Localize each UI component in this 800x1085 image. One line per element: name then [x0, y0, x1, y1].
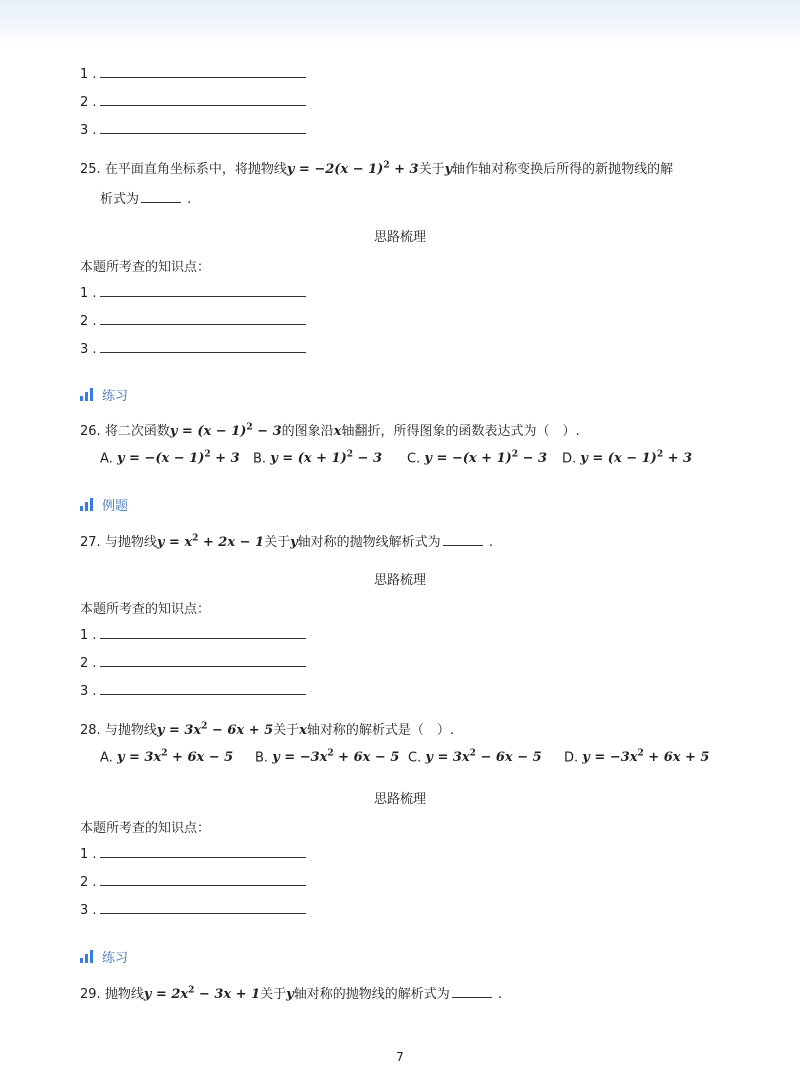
answer-line[interactable] [100, 901, 306, 914]
question-25: 25. 在平面直角坐标系中，将抛物线$y = -2(x - 1)^2 + 3$关于y轴作轴对称变换后所得的新抛物线的解 [80, 160, 674, 177]
thinking-title: 思路梳理 [373, 792, 426, 807]
section-heading-practice: 练习 [80, 947, 128, 966]
header-band [0, 0, 800, 44]
answer-line[interactable] [100, 845, 306, 858]
question-28: 28. 与抛物线$y = 3x^2 - 6x + 5$关于x轴对称的解析式是（ ）. [80, 721, 455, 738]
page-number: 7 [396, 1050, 404, 1064]
blank-item-3: 3 . [80, 340, 306, 357]
question-25-line2: 析式为 . [100, 192, 192, 207]
question-26: 26. 将二次函数$y = (x - 1)^2 - 3$的图象沿x轴翻折，所得图象的函数表达式为（ ）. [80, 422, 580, 439]
fill-blank[interactable] [452, 986, 492, 998]
blank-item-2: 2 . [80, 654, 306, 671]
fill-blank[interactable] [443, 534, 483, 546]
option-c[interactable]: C. $y = 3x^2 - 6x - 5$ [408, 749, 542, 766]
question-28-options [100, 749, 709, 765]
blank-item-3: 3 . [80, 121, 306, 138]
blank-item-1: 1 . [80, 626, 306, 643]
answer-line[interactable] [100, 340, 306, 353]
thinking-title: 思路梳理 [373, 573, 426, 588]
option-d[interactable]: D. $y = -3x^2 + 6x + 5$ [564, 749, 710, 766]
section-heading-example: 例题 [80, 495, 128, 514]
answer-line[interactable] [100, 682, 306, 695]
answer-line[interactable] [100, 873, 306, 886]
option-a[interactable]: A. $y = -(x - 1)^2 + 3$ [100, 450, 240, 467]
answer-line[interactable] [100, 654, 306, 667]
question-27: 27. 与抛物线$y = x^2 + 2x - 1$关于y轴对称的抛物线解析式为 . [80, 533, 493, 550]
option-b[interactable]: B. $y = (x + 1)^2 - 3$ [253, 450, 383, 467]
option-d[interactable]: D. $y = (x - 1)^2 + 3$ [562, 450, 693, 467]
answer-line[interactable] [100, 284, 306, 297]
math-expr: $y = -2(x - 1)^2 + 3$ [286, 160, 419, 177]
knowledge-label: 本题所考查的知识点： [80, 821, 211, 836]
section-heading-practice: 练习 [80, 385, 128, 404]
knowledge-label: 本题所考查的知识点： [80, 260, 211, 275]
bar-chart-icon [80, 498, 93, 511]
option-a[interactable]: A. $y = 3x^2 + 6x - 5$ [100, 749, 234, 766]
question-29: 29. 抛物线$y = 2x^2 - 3x + 1$关于y轴对称的抛物线的解析式为 . [80, 985, 503, 1002]
blank-item-1: 1 . [80, 284, 306, 301]
blank-item-3: 3 . [80, 682, 306, 699]
answer-line[interactable] [100, 121, 306, 134]
answer-line[interactable] [100, 626, 306, 639]
answer-line[interactable] [100, 65, 306, 78]
thinking-title: 思路梳理 [373, 230, 426, 245]
bar-chart-icon [80, 950, 93, 963]
blank-item-3: 3 . [80, 901, 306, 918]
answer-line[interactable] [100, 93, 306, 106]
blank-item-1: 1 . [80, 845, 306, 862]
option-b[interactable]: B. $y = -3x^2 + 6x - 5$ [255, 749, 400, 766]
blank-item-2: 2 . [80, 93, 306, 110]
blank-item-1: 1 . [80, 65, 306, 82]
option-c[interactable]: C. $y = -(x + 1)^2 - 3$ [407, 450, 548, 467]
fill-blank[interactable] [141, 191, 181, 203]
bar-chart-icon [80, 388, 93, 401]
knowledge-label: 本题所考查的知识点： [80, 602, 211, 617]
blank-item-2: 2 . [80, 312, 306, 329]
question-26-options [100, 450, 692, 466]
answer-line[interactable] [100, 312, 306, 325]
blank-item-2: 2 . [80, 873, 306, 890]
